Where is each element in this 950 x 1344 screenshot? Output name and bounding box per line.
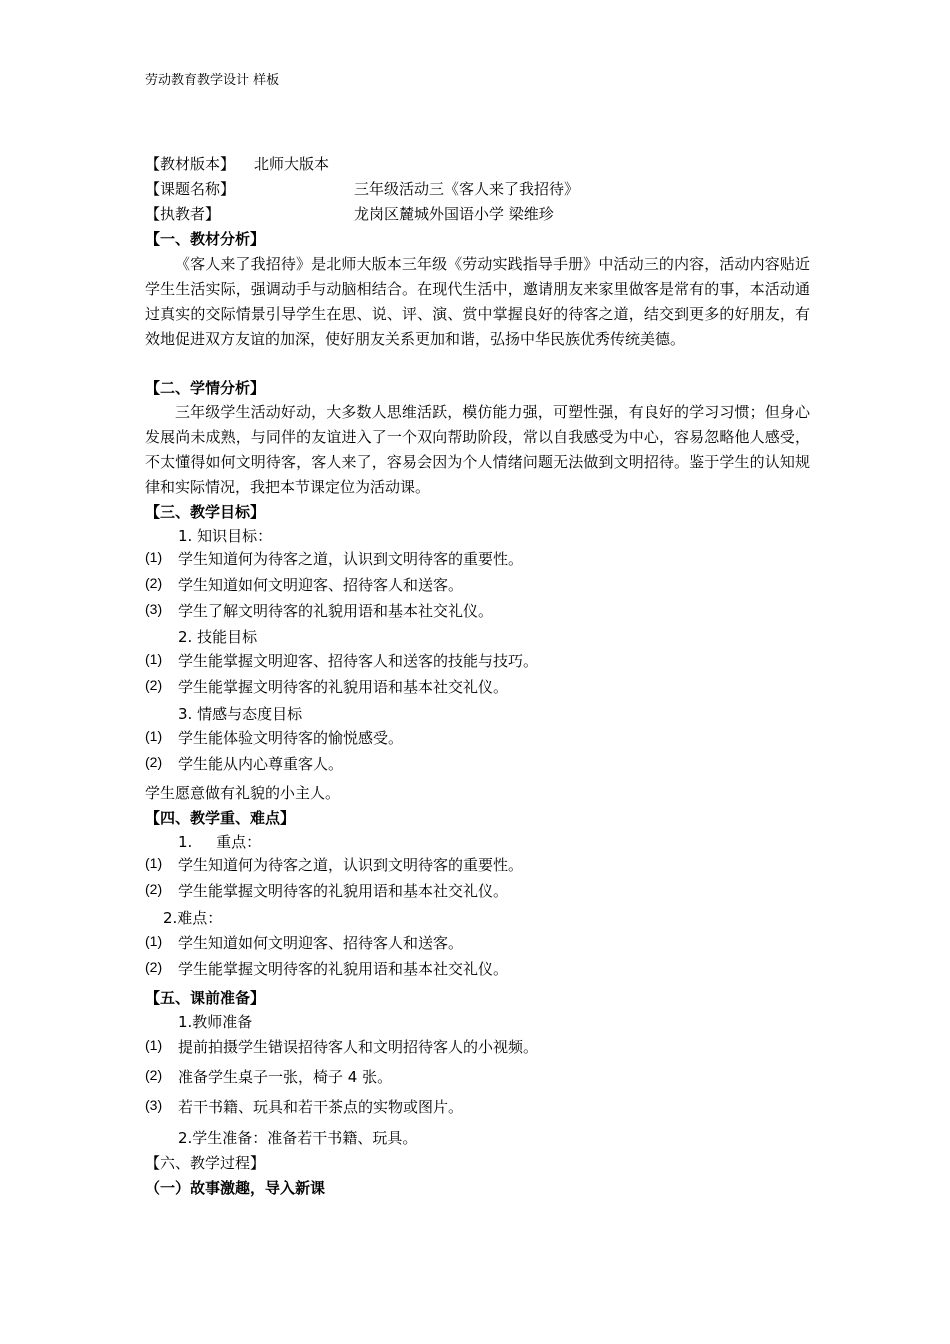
teacher-value: 龙岗区麓城外国语小学 梁维珍 [354, 205, 554, 223]
list-marker: (2) [145, 1067, 163, 1083]
version-label: 【教材版本】 [145, 155, 236, 173]
list-item: 若干书籍、玩具和若干茶点的实物或图片。 [178, 1098, 464, 1116]
list-marker: (1) [145, 651, 163, 667]
difficult-points-title: 2.难点： [163, 909, 223, 927]
list-marker: (1) [145, 855, 163, 871]
section-4-heading: 【四、教学重、难点】 [145, 809, 296, 827]
list-item: 准备学生桌子一张，椅子 4 张。 [178, 1068, 393, 1086]
section-6-heading: 【六、教学过程】 [145, 1154, 266, 1172]
list-marker: (2) [145, 959, 163, 975]
list-item: 学生知道何为待客之道，认识到文明待客的重要性。 [178, 550, 524, 568]
title-label: 【课题名称】 [145, 180, 236, 198]
list-marker: (1) [145, 549, 163, 565]
list-marker: (1) [145, 933, 163, 949]
section-6-subheading: （一）故事激趣，导入新课 [145, 1179, 326, 1197]
list-marker: (2) [145, 881, 163, 897]
teacher-label: 【执教者】 [145, 205, 221, 223]
teacher-prep-title: 1.教师准备 [178, 1013, 253, 1031]
goal-1-title: 1. 知识目标： [178, 527, 273, 545]
list-marker: (1) [145, 728, 163, 744]
list-item: 学生了解文明待客的礼貌用语和基本社交礼仪。 [178, 602, 494, 620]
list-item: 学生能掌握文明待客的礼貌用语和基本社交礼仪。 [178, 882, 509, 900]
goal-2-title: 2. 技能目标 [178, 628, 258, 646]
list-marker: (3) [145, 601, 163, 617]
section-2-heading: 【二、学情分析】 [145, 379, 266, 397]
section-5-heading: 【五、课前准备】 [145, 989, 266, 1007]
version-value: 北师大版本 [254, 155, 330, 173]
section-1-heading: 【一、教材分析】 [145, 230, 266, 248]
document-header: 劳动教育教学设计 样板 [145, 73, 280, 88]
list-item: 学生能掌握文明待客的礼貌用语和基本社交礼仪。 [178, 960, 509, 978]
list-item: 学生能体验文明待客的愉悦感受。 [178, 729, 404, 747]
section-3-heading: 【三、教学目标】 [145, 503, 266, 521]
title-value: 三年级活动三《客人来了我招待》 [354, 180, 580, 198]
list-item: 学生知道如何文明迎客、招待客人和送客。 [178, 576, 464, 594]
list-item: 学生知道何为待客之道，认识到文明待客的重要性。 [178, 856, 524, 874]
list-item: 学生知道如何文明迎客、招待客人和送客。 [178, 934, 464, 952]
list-marker: (3) [145, 1097, 163, 1113]
list-marker: (2) [145, 754, 163, 770]
section-1-paragraph: 《客人来了我招待》是北师大版本三年级《劳动实践指导手册》中活动三的内容，活动内容贴近学生生活实际，强调动手与动脑相结合。在现代生活中，邀请朋友来家里做客是常有的事，本活动通过真实的交际情景引导学生在思、说、评、演、赏中掌握良好的待客之道，结交到更多的好朋友，有效地促进双方友谊的加深，使好朋友关系更加和谐，弘扬中华民族优秀传统美德。 [145, 255, 810, 348]
list-marker: (1) [145, 1037, 163, 1053]
key-points-title: 1. 重点： [178, 833, 262, 851]
list-marker: (2) [145, 575, 163, 591]
list-marker: (2) [145, 677, 163, 693]
list-item: 学生能掌握文明迎客、招待客人和送客的技能与技巧。 [178, 652, 539, 670]
list-item: 学生能掌握文明待客的礼貌用语和基本社交礼仪。 [178, 678, 509, 696]
goal-3-title: 3. 情感与态度目标 [178, 705, 303, 723]
list-item: 学生能从内心尊重客人。 [178, 755, 344, 773]
student-prep: 2.学生准备：准备若干书籍、玩具。 [178, 1129, 418, 1147]
list-item: 提前拍摄学生错误招待客人和文明招待客人的小视频。 [178, 1038, 539, 1056]
section-2-paragraph: 三年级学生活动好动，大多数人思维活跃，模仿能力强，可塑性强，有良好的学习习惯；但身心发展尚未成熟，与同伴的友谊进入了一个双向帮助阶段，常以自我感受为中心，容易忽略他人感受，不太懂得如何文明待客，客人来了，容易会因为个人情绪问题无法做到文明招待。鉴于学生的认知规律和实际情况，我把本节课定位为活动课。 [145, 403, 810, 496]
goal-extra: 学生愿意做有礼貌的小主人。 [145, 784, 341, 802]
